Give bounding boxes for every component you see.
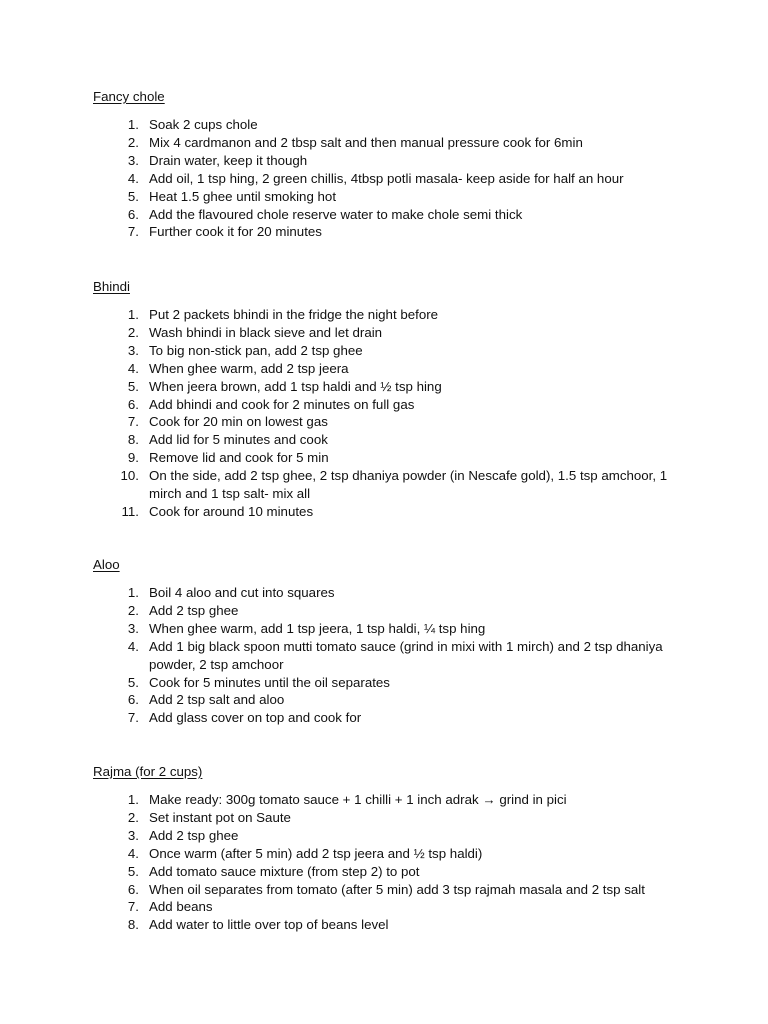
step-text: Remove lid and cook for 5 min [149,450,329,466]
step-number: 6. [127,881,139,897]
step-text: Add oil, 1 tsp hing, 2 green chillis, 4tbsp potli masala- keep aside for half an hour [149,170,624,186]
step-number: 7. [127,710,139,726]
step-text: To big non-stick pan, add 2 tsp ghee [149,342,363,358]
recipe-heading: Bhindi [93,279,130,294]
step-number: 5. [127,188,139,204]
recipe-aloo [93,556,713,727]
list-item [93,584,713,602]
step-number: 11. [121,503,139,519]
step-text: On the side, add 2 tsp ghee, 2 tsp dhaniya powder (in Nescafe gold), 1.5 tsp amchoor, 1 mirch and 1 tsp salt- mix all [149,468,668,502]
recipe-heading: Aloo [93,557,120,572]
step-text: Add 1 big black spoon mutti tomato sauce (grind in mixi with 1 mirch) and 2 tsp dhaniya powder, 2 tsp amchoor [149,638,663,672]
step-number: 4. [127,360,139,376]
list-item [93,223,713,241]
step-text: Add 2 tsp ghee [149,602,239,618]
step-number: 1. [127,307,139,322]
step-text: Drain water, keep it though [149,152,308,168]
list-item [93,188,713,206]
step-text: Once warm (after 5 min) add 2 tsp jeera and ½ tsp haldi) [149,845,483,861]
step-number: 4. [127,638,139,654]
step-text: Put 2 packets bhindi in the fridge the night before [149,307,439,322]
step-text: Add the flavoured chole reserve water to make chole semi thick [149,206,523,222]
steps-list [93,584,713,727]
step-text: Boil 4 aloo and cut into squares [149,585,335,600]
list-item [93,674,713,692]
step-text: Cook for 5 minutes until the oil separates [149,674,390,690]
step-number: 1. [127,792,139,807]
step-number: 1. [127,585,139,600]
list-item [93,916,713,934]
step-text: Cook for around 10 minutes [149,503,314,519]
step-number: 5. [127,863,139,879]
list-item [93,360,713,378]
list-item [93,845,713,863]
step-number: 6. [127,206,139,222]
step-text: Add lid for 5 minutes and cook [149,432,328,448]
step-text: When jeera brown, add 1 tsp haldi and ½ tsp hing [149,378,442,394]
step-text: Heat 1.5 ghee until smoking hot [149,188,337,204]
step-text: When ghee warm, add 1 tsp jeera, 1 tsp haldi, ¼ tsp hing [149,620,486,636]
list-item [93,449,713,467]
step-text: Add water to little over top of beans level [149,917,389,933]
step-number: 6. [127,692,139,708]
list-item [93,152,713,170]
step-number: 7. [127,224,139,240]
list-item [93,116,713,134]
step-number: 2. [127,134,139,150]
step-number: 3. [127,620,139,636]
step-text: Add beans [149,899,213,915]
step-text: Add 2 tsp salt and aloo [149,692,285,708]
recipe-fancy-chole [93,88,713,241]
list-item [93,342,713,360]
step-number: 4. [127,845,139,861]
list-item [93,206,713,224]
list-item [93,809,713,827]
step-number: 7. [127,899,139,915]
step-text: Add 2 tsp ghee [149,827,239,843]
step-text: Add tomato sauce mixture (from step 2) to pot [149,863,420,879]
step-number: 8. [127,432,139,448]
recipe-bhindi [93,278,713,521]
step-text: Further cook it for 20 minutes [149,224,322,240]
recipe-rajma [93,763,713,934]
list-item [93,324,713,342]
list-item [93,431,713,449]
list-item [93,378,713,396]
step-number: 2. [127,809,139,825]
step-number: 2. [127,324,139,340]
step-number: 10. [120,468,139,484]
step-text: Cook for 20 min on lowest gas [149,414,328,430]
step-text: Add bhindi and cook for 2 minutes on full gas [149,396,415,412]
step-text: Add glass cover on top and cook for [149,710,362,726]
list-item [93,638,713,674]
list-item [93,602,713,620]
list-item [93,134,713,152]
list-item [93,306,713,324]
step-number: 3. [127,342,139,358]
step-text: Mix 4 cardmanon and 2 tbsp salt and then manual pressure cook for 6min [149,134,583,150]
step-number: 8. [127,917,139,933]
step-number: 1. [127,117,139,132]
list-item [93,620,713,638]
list-item [93,709,713,727]
step-number: 3. [127,152,139,168]
step-number: 3. [127,827,139,843]
steps-list [93,791,713,934]
list-item [93,413,713,431]
list-item [93,170,713,188]
step-text: When ghee warm, add 2 tsp jeera [149,360,349,376]
step-number: 2. [127,602,139,618]
step-text: Soak 2 cups chole [149,117,258,132]
list-item [93,503,713,521]
list-item [93,898,713,916]
step-number: 5. [127,378,139,394]
step-text: Wash bhindi in black sieve and let drain [149,324,383,340]
steps-list [93,306,713,521]
list-item [93,827,713,845]
step-number: 9. [127,450,139,466]
steps-list [93,116,713,241]
recipe-heading: Rajma (for 2 cups) [93,764,203,779]
list-item [93,863,713,881]
step-text: When oil separates from tomato (after 5 min) add 3 tsp rajmah masala and 2 tsp salt [149,881,645,897]
list-item [93,396,713,414]
step-text: Set instant pot on Saute [149,809,291,825]
list-item [93,881,713,899]
step-text: Make ready: 300g tomato sauce + 1 chilli + 1 inch adrak → grind in pici [149,792,567,807]
list-item [93,467,713,503]
step-number: 4. [127,170,139,186]
list-item [93,691,713,709]
step-number: 5. [127,674,139,690]
recipe-heading: Fancy chole [93,89,165,104]
list-item [93,791,713,809]
step-number: 6. [127,396,139,412]
step-number: 7. [127,414,139,430]
